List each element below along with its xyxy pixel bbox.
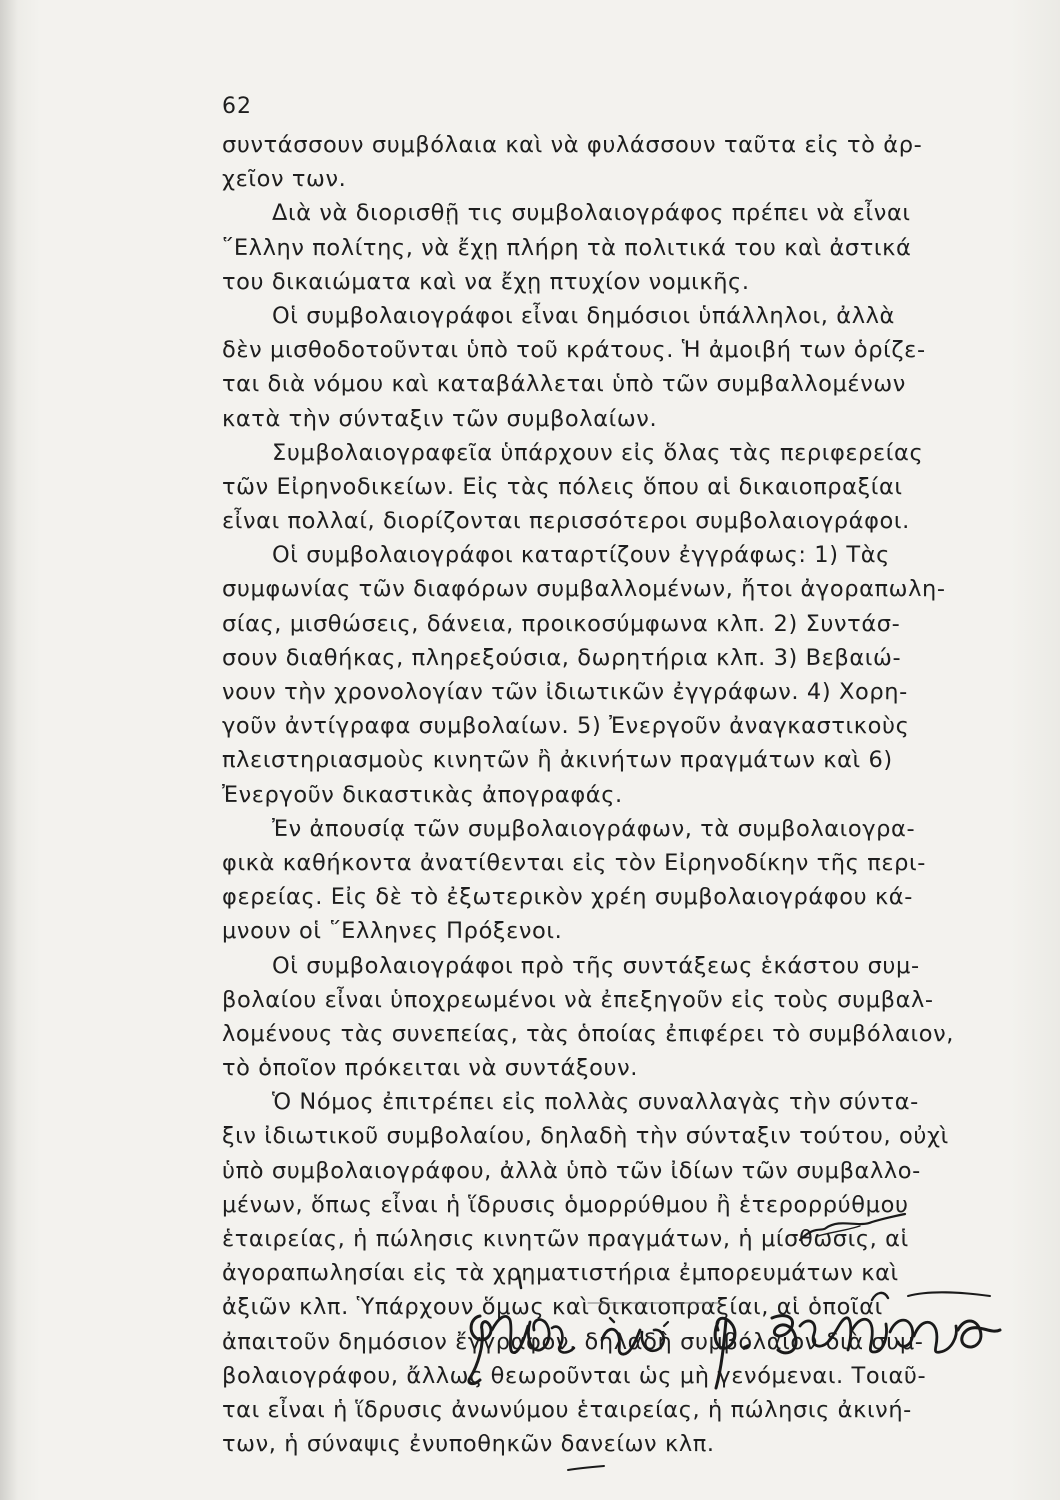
text-line: πλειστηριασμοὺς κινητῶν ἢ ἀκινήτων πραγμάτων καὶ 6) — [222, 747, 893, 774]
text-line: ἀξιῶν κλπ. Ὑπάρχουν ὅμως καὶ δικαιοπραξίαι, αἱ ὁποῖαι — [222, 1294, 883, 1321]
text-line: τὸ ὁποῖον πρόκειται νὰ συντάξουν. — [222, 1055, 639, 1082]
text-line: Συμβολαιογραφεῖα ὑπάρχουν εἰς ὅλας τὰς περιφερείας — [272, 439, 924, 466]
text-line: εἶναι πολλαί, διορίζονται περισσότεροι συμβολαιογράφοι. — [222, 508, 910, 535]
text-line: τῶν Εἰρηνοδικείων. Εἰς τὰς πόλεις ὅπου αἱ δικαιοπραξίαι — [222, 473, 903, 500]
text-line: συμφωνίας τῶν διαφόρων συμβαλλομένων, ἤτοι ἀγοραπωλη- — [222, 576, 946, 603]
page-edge-shadow — [0, 0, 18, 1500]
text-line: ται εἶναι ἡ ἵδρυσις ἀνωνύμου ἑταιρείας, ἡ πώλησις ἀκινή- — [222, 1396, 912, 1423]
text-line: σίας, μισθώσεις, δάνεια, προικοσύμφωνα κλπ. 2) Συντάσ- — [222, 610, 901, 637]
text-line: των, ἡ σύναψις ἐνυποθηκῶν δανείων κλπ. — [222, 1431, 715, 1458]
text-line: Ἐνεργοῦν δικαστικὰς ἀπογραφάς. — [222, 781, 623, 808]
text-line: ἑταιρείας, ἡ πώλησις κινητῶν πραγμάτων, ἡ μίσθωσις, αἱ — [222, 1226, 909, 1252]
body-text — [222, 128, 1022, 1461]
text-line: συντάσσουν συμβόλαια καὶ νὰ φυλάσσουν ταῦτα εἰς τὸ ἀρ- — [222, 132, 923, 158]
text-line: δὲν μισθοδοτοῦνται ὑπὸ τοῦ κράτους. Ἡ ἀμοιβή των ὁρίζε- — [222, 337, 926, 364]
text-line: ῞Ελλην πολίτης, νὰ ἔχῃ πλήρη τὰ πολιτικά του καὶ ἀστικά — [222, 234, 912, 261]
text-line: ἀπαιτοῦν δημόσιον ἔγγραφον, δηλαδὴ συμβόλαιον διὰ συμ- — [222, 1328, 924, 1355]
text-line: γοῦν ἀντίγραφα συμβολαίων. 5) Ἐνεργοῦν ἀναγκαστικοὺς — [222, 713, 910, 740]
text-line: φερείας. Εἰς δὲ τὸ ἐξωτερικὸν χρέη συμβολαιογράφου κά- — [222, 884, 913, 911]
text-line: Οἱ συμβολαιογράφοι πρὸ τῆς συντάξεως ἑκάστου συμ- — [272, 952, 920, 979]
text-line: μνουν οἱ ῞Ελληνες Πρόξενοι. — [222, 918, 563, 945]
text-line: κατὰ τὴν σύνταξιν τῶν συμβολαίων. — [222, 405, 658, 432]
text-line: Διὰ νὰ διορισθῇ τις συμβολαιογράφος πρέπει νὰ εἶναι — [272, 200, 911, 227]
text-line: βολαίου εἶναι ὑποχρεωμένοι νὰ ἐπεξηγοῦν εἰς τοὺς συμβαλ- — [222, 986, 934, 1013]
text-line: σουν διαθήκας, πληρεξούσια, δωρητήρια κλπ. 3) Βεβαιώ- — [222, 644, 902, 671]
text-line: ξιν ἰδιωτικοῦ συμβολαίου, δηλαδὴ τὴν σύνταξιν τούτου, οὐχὶ — [222, 1123, 949, 1150]
text-line: του δικαιώματα καὶ να ἔχῃ πτυχίον νομικῆς. — [222, 268, 750, 295]
text-line: μένων, ὅπως εἶναι ἡ ἵδρυσις ὁμορρύθμου ἢ ἑτερορρύθμου — [222, 1191, 909, 1218]
text-line: Ὁ Νόμος ἐπιτρέπει εἰς πολλὰς συναλλαγὰς τὴν σύντα- — [272, 1089, 919, 1116]
text-line: λομένους τὰς συνεπείας, τὰς ὁποίας ἐπιφέρει τὸ συμβόλαιον, — [222, 1020, 955, 1047]
text-line: Οἱ συμβολαιογράφοι εἶναι δημόσιοι ὑπάλληλοι, ἀλλὰ — [272, 302, 895, 329]
text-line: βολαιογράφου, ἄλλως θεωροῦνται ὡς μὴ γενόμεναι. Τοιαῦ- — [222, 1362, 927, 1389]
text-line: Οἱ συμβολαιογράφοι καταρτίζουν ἐγγράφως: 1) Τὰς — [272, 542, 890, 569]
text-line: Ἐν ἀπουσίᾳ τῶν συμβολαιογράφων, τὰ συμβολαιογρα- — [272, 815, 916, 842]
page-number: 62 — [222, 94, 252, 119]
text-line: νουν τὴν χρονολογίαν τῶν ἰδιωτικῶν ἐγγράφων. 4) Χορη- — [222, 679, 908, 705]
text-line: ται διὰ νόμου καὶ καταβάλλεται ὑπὸ τῶν συμβαλλομένων — [222, 371, 906, 398]
text-line: φικὰ καθήκοντα ἀνατίθενται εἰς τὸν Εἰρηνοδίκην τῆς περι- — [222, 849, 926, 876]
text-line: ὑπὸ συμβολαιογράφου, ἀλλὰ ὑπὸ τῶν ἰδίων τῶν συμβαλλο- — [222, 1157, 921, 1184]
text-line: ἀγοραπωλησίαι εἰς τὰ χρηματιστήρια ἐμπορευμάτων καὶ — [222, 1260, 899, 1287]
text-line: χεῖον των. — [222, 166, 347, 193]
